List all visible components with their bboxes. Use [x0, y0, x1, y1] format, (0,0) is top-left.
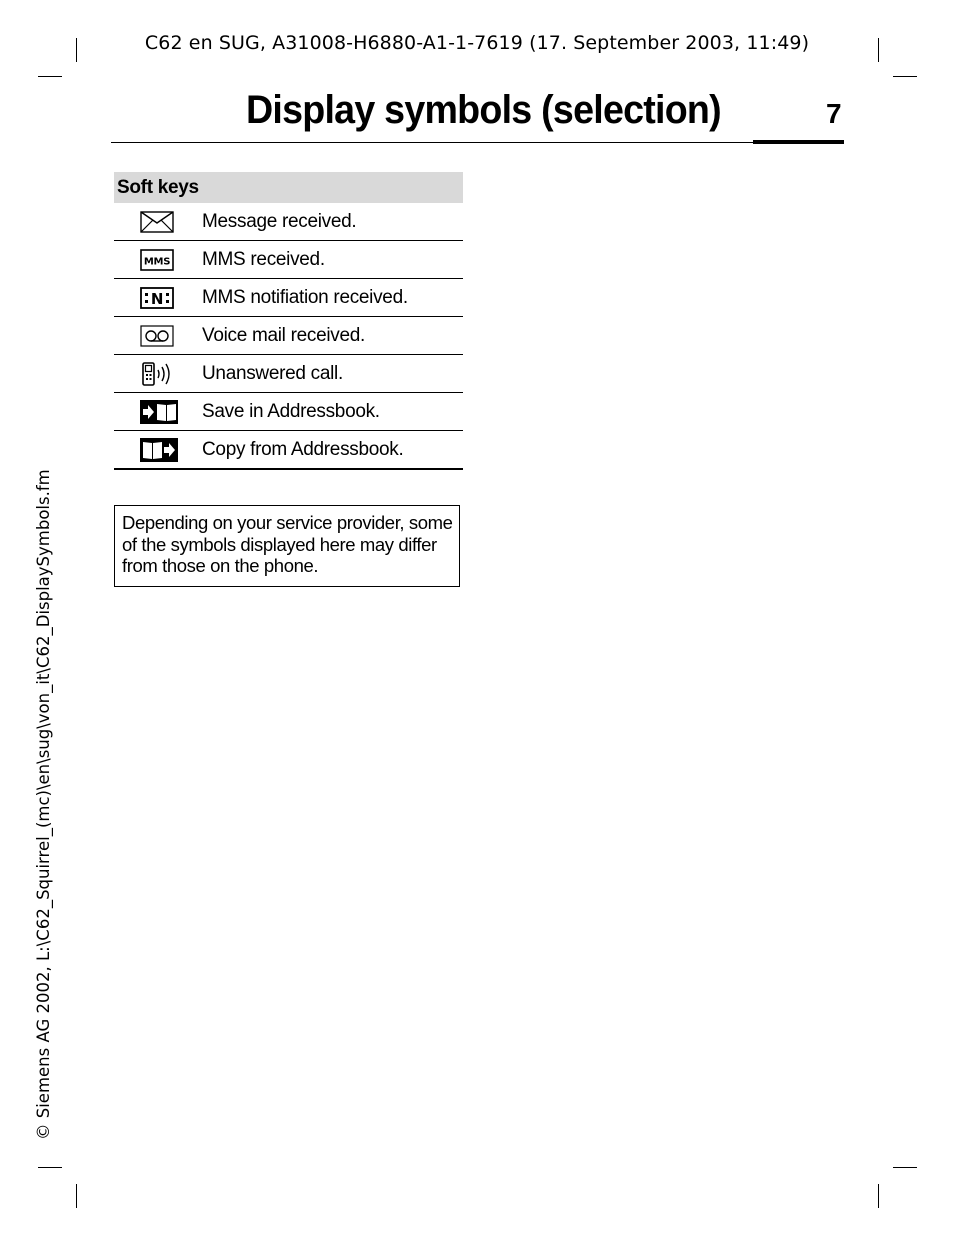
row-description: Message received. [202, 203, 463, 241]
notification-icon-label: N [150, 289, 164, 308]
icon-cell [114, 393, 202, 431]
page-number: 7 [826, 98, 842, 129]
table-row [114, 431, 463, 470]
page-number-bar [753, 140, 844, 144]
table-row [114, 203, 463, 241]
copyright-file-path: © Siemens AG 2002, L:\C62_Squirrel_(mc)\en\sug\von_it\C62_DisplaySymbols.fm [34, 469, 53, 1140]
table-row [114, 241, 463, 279]
crop-mark [878, 1184, 879, 1208]
title-rule [111, 142, 843, 143]
table-header-row [114, 172, 463, 203]
crop-mark [38, 76, 62, 77]
table-heading: Soft keys [114, 172, 463, 203]
crop-mark [893, 1167, 917, 1168]
row-description: MMS notifiation received. [202, 279, 463, 317]
symbol-table [114, 172, 463, 470]
icon-cell [114, 317, 202, 355]
save-to-addressbook-icon [140, 400, 178, 424]
table-row [114, 279, 463, 317]
table-row [114, 355, 463, 393]
row-description: Save in Addressbook. [202, 393, 463, 431]
copy-from-addressbook-icon [140, 438, 178, 462]
row-description: Copy from Addressbook. [202, 431, 463, 470]
row-description: MMS received. [202, 241, 463, 279]
voicemail-icon [140, 325, 174, 347]
unanswered-call-icon [140, 361, 174, 387]
envelope-icon [140, 211, 174, 233]
mms-icon-label: MMS [143, 256, 171, 267]
row-description: Voice mail received. [202, 317, 463, 355]
icon-cell [114, 279, 202, 317]
document-info-header: C62 en SUG, A31008-H6880-A1-1-7619 (17. September 2003, 11:49) [144, 32, 810, 54]
row-description: Unanswered call. [202, 355, 463, 393]
mms-icon [140, 249, 174, 271]
crop-mark [76, 1184, 77, 1208]
icon-cell [114, 431, 202, 470]
icon-cell [114, 241, 202, 279]
icon-cell [114, 355, 202, 393]
mms-notification-icon [140, 287, 174, 309]
provider-note: Depending on your service provider, some of the symbols displayed here may differ from those on the phone. [114, 505, 460, 587]
table-row [114, 393, 463, 431]
table-row [114, 317, 463, 355]
crop-mark [893, 76, 917, 77]
page-title: Display symbols (selection) [246, 88, 721, 132]
crop-mark [38, 1167, 62, 1168]
icon-cell [114, 203, 202, 241]
